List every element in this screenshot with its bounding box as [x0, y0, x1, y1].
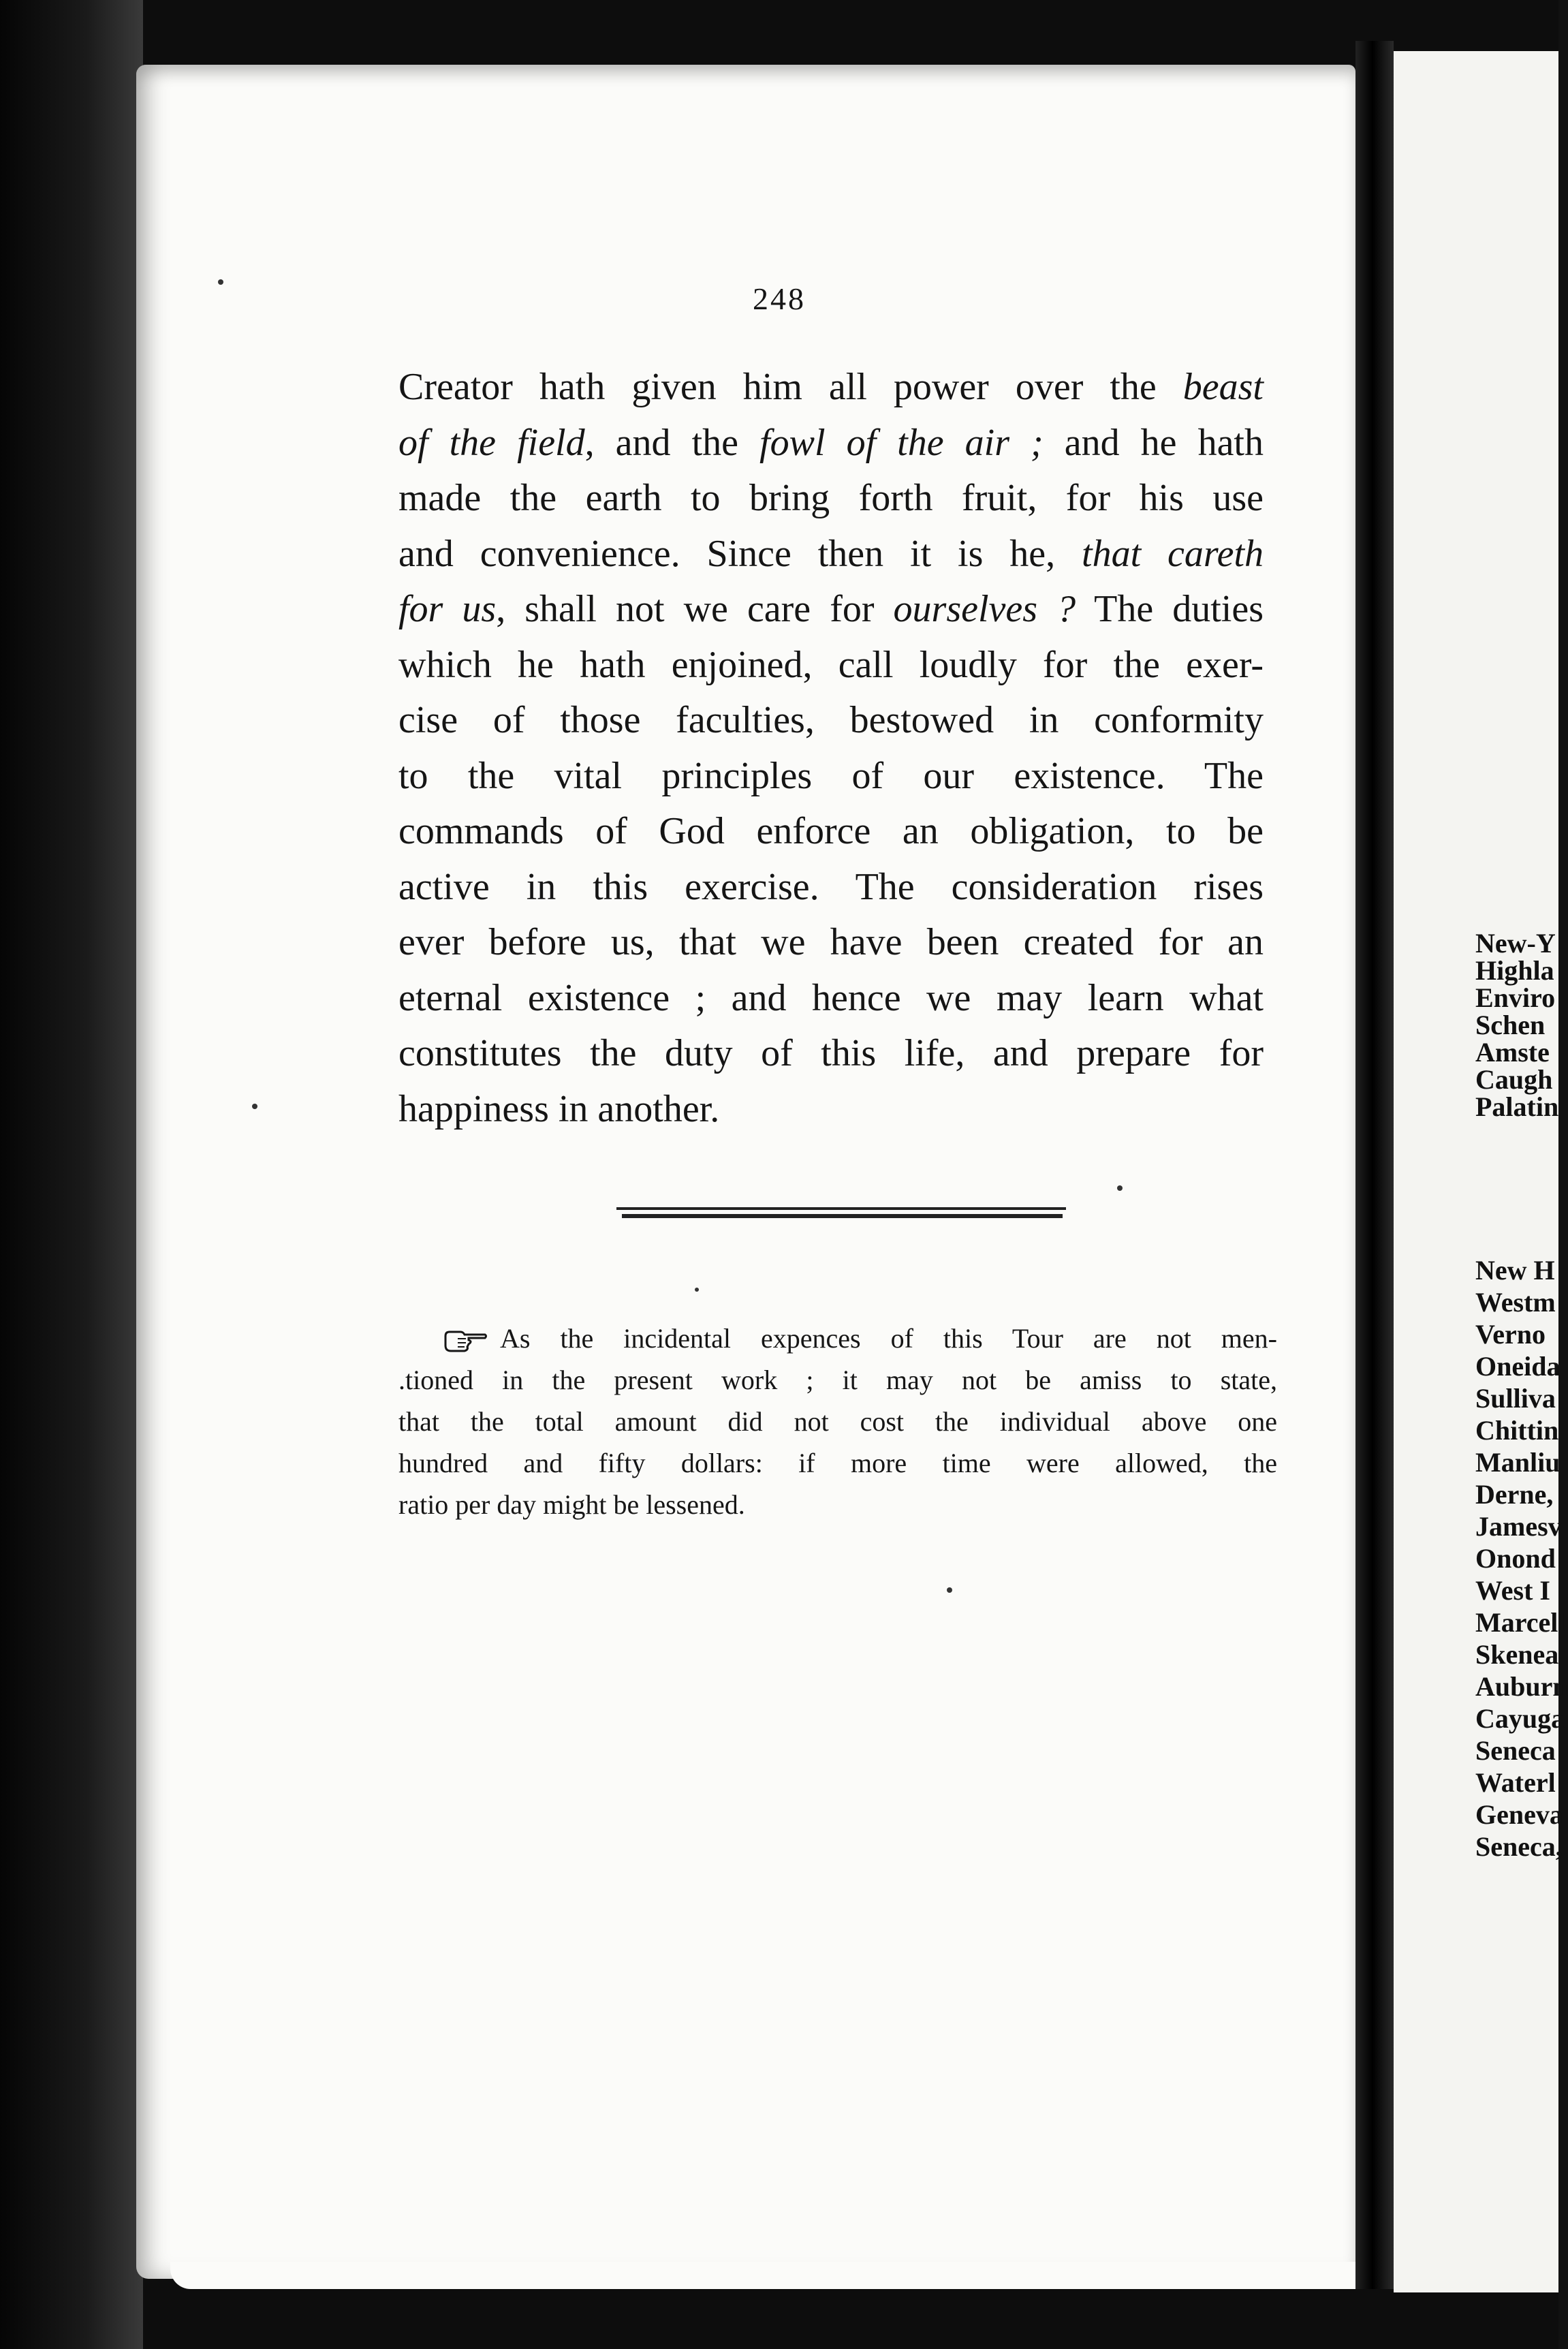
pointing-hand-icon: [443, 1329, 488, 1354]
adjacent-page-entry: Amste: [1475, 1037, 1550, 1068]
body-text-run: Creator hath given him all power over the: [398, 366, 1183, 408]
adjacent-page-entry: Jamesv: [1475, 1511, 1562, 1542]
footnote-line: [443, 1325, 1277, 1354]
body-italic-run: fowl of the air ;: [759, 421, 1044, 464]
footnote-line: [398, 1491, 1277, 1519]
adjacent-page-entry: Skenea: [1475, 1639, 1559, 1670]
body-italic-run: that careth: [1082, 532, 1264, 575]
adjacent-page-entry: Marcell: [1475, 1607, 1566, 1638]
adjacent-page-entry: Verno: [1475, 1319, 1546, 1350]
body-line: [398, 643, 1264, 686]
page-bottom-edge: [170, 2262, 1383, 2289]
adjacent-page-entry: Caugh: [1475, 1064, 1553, 1095]
scan-speck: [1117, 1185, 1123, 1191]
section-divider-rule: [616, 1207, 1066, 1219]
adjacent-page-entry: Cayuga: [1475, 1703, 1565, 1734]
footnote-text-run: ratio per day might be lessened.: [398, 1489, 745, 1520]
body-italic-run: ourselves ?: [893, 588, 1076, 630]
body-line: [398, 479, 1264, 517]
adjacent-page-entry: Oneida: [1475, 1351, 1561, 1382]
body-text-run: commands of God enforce an obligation, to be: [398, 810, 1264, 852]
adjacent-page-entry: Derne,: [1475, 1479, 1554, 1510]
body-line: [398, 923, 1264, 961]
body-italic-run: for us: [398, 588, 497, 630]
body-italic-run: of the field: [398, 421, 585, 464]
body-line: [398, 812, 1264, 850]
page-number: 248: [753, 281, 806, 316]
adjacent-page-entry: Manliu: [1475, 1447, 1561, 1478]
adjacent-page-entry: Onond: [1475, 1543, 1556, 1574]
body-text-run: which he hath enjoined, call loudly for the exer-: [398, 643, 1264, 686]
footnote-line: [398, 1408, 1277, 1435]
body-text-run: and he hath: [1043, 421, 1264, 464]
scan-speck: [218, 279, 223, 285]
body-text-run: cise of those faculties, bestowed in conformity: [398, 699, 1264, 741]
body-line: [398, 754, 1264, 797]
body-line: [398, 590, 1264, 628]
body-line: [398, 532, 1264, 575]
adjacent-page-entry: Geneva: [1475, 1799, 1563, 1830]
adjacent-page-entry: New-Y: [1475, 928, 1556, 959]
scan-speck: [252, 1104, 257, 1109]
left-binding-edge: [0, 0, 143, 2349]
body-text-run: and convenience. Since then it is he,: [398, 532, 1082, 575]
adjacent-page-entry: New H: [1475, 1255, 1555, 1286]
footnote-text-run: .tioned in the present work ; it may not be amiss to state,: [398, 1365, 1277, 1395]
body-text-run: ever before us, that we have been created for an: [398, 921, 1264, 963]
adjacent-page-fragment: [1394, 51, 1568, 2292]
body-text-run: to the vital principles of our existence. The: [398, 754, 1264, 797]
body-text-run: , and the: [584, 421, 760, 464]
footnote-line: [398, 1450, 1277, 1477]
adjacent-page-entry: Waterl: [1475, 1767, 1556, 1798]
footnote-text-run: As the incidental expences of this Tour are not men-: [500, 1323, 1277, 1354]
body-line: [398, 368, 1264, 406]
body-text-run: made the earth to bring forth fruit, for his use: [398, 477, 1264, 519]
body-line: [398, 701, 1264, 739]
body-text-run: The duties: [1076, 588, 1264, 630]
body-line: [398, 1087, 1264, 1130]
body-text-run: eternal existence ; and hence we may learn what: [398, 976, 1264, 1019]
adjacent-page-entry: Westm: [1475, 1287, 1556, 1318]
adjacent-page-entry: Seneca: [1475, 1735, 1556, 1766]
body-text-run: , shall not we care for: [496, 588, 894, 630]
adjacent-page-entry: Palatin: [1475, 1091, 1559, 1122]
body-text-run: active in this exercise. The consideration rises: [398, 865, 1264, 908]
divider-line-thin: [616, 1207, 1066, 1210]
footnote-text-run: hundred and fifty dollars: if more time were allowed, the: [398, 1448, 1277, 1478]
body-line: [398, 1034, 1264, 1072]
footnote-line: [398, 1367, 1277, 1394]
adjacent-page-entry: Sulliva: [1475, 1383, 1556, 1414]
body-line: [398, 976, 1264, 1019]
adjacent-page-entry: Enviro: [1475, 982, 1556, 1013]
divider-line-thick: [622, 1214, 1063, 1218]
book-gutter: [1355, 41, 1394, 2289]
body-text-run: happiness in another.: [398, 1087, 720, 1130]
adjacent-page-entry: Auburn: [1475, 1671, 1568, 1702]
adjacent-page-entry: Seneca,: [1475, 1831, 1563, 1862]
body-italic-run: beast: [1182, 366, 1264, 408]
body-text-run: constitutes the duty of this life, and prepare for: [398, 1032, 1264, 1074]
adjacent-page-entry: Schen: [1475, 1010, 1546, 1040]
adjacent-page-entry: Chittin: [1475, 1415, 1559, 1446]
scan-speck: [695, 1288, 699, 1292]
body-line: [398, 421, 1264, 464]
scan-speck: [947, 1587, 952, 1593]
footnote-text-run: that the total amount did not cost the individual above one: [398, 1406, 1277, 1437]
body-line: [398, 865, 1264, 908]
adjacent-page-entry: West I: [1475, 1575, 1550, 1606]
adjacent-page-entry: Highla: [1475, 955, 1554, 986]
